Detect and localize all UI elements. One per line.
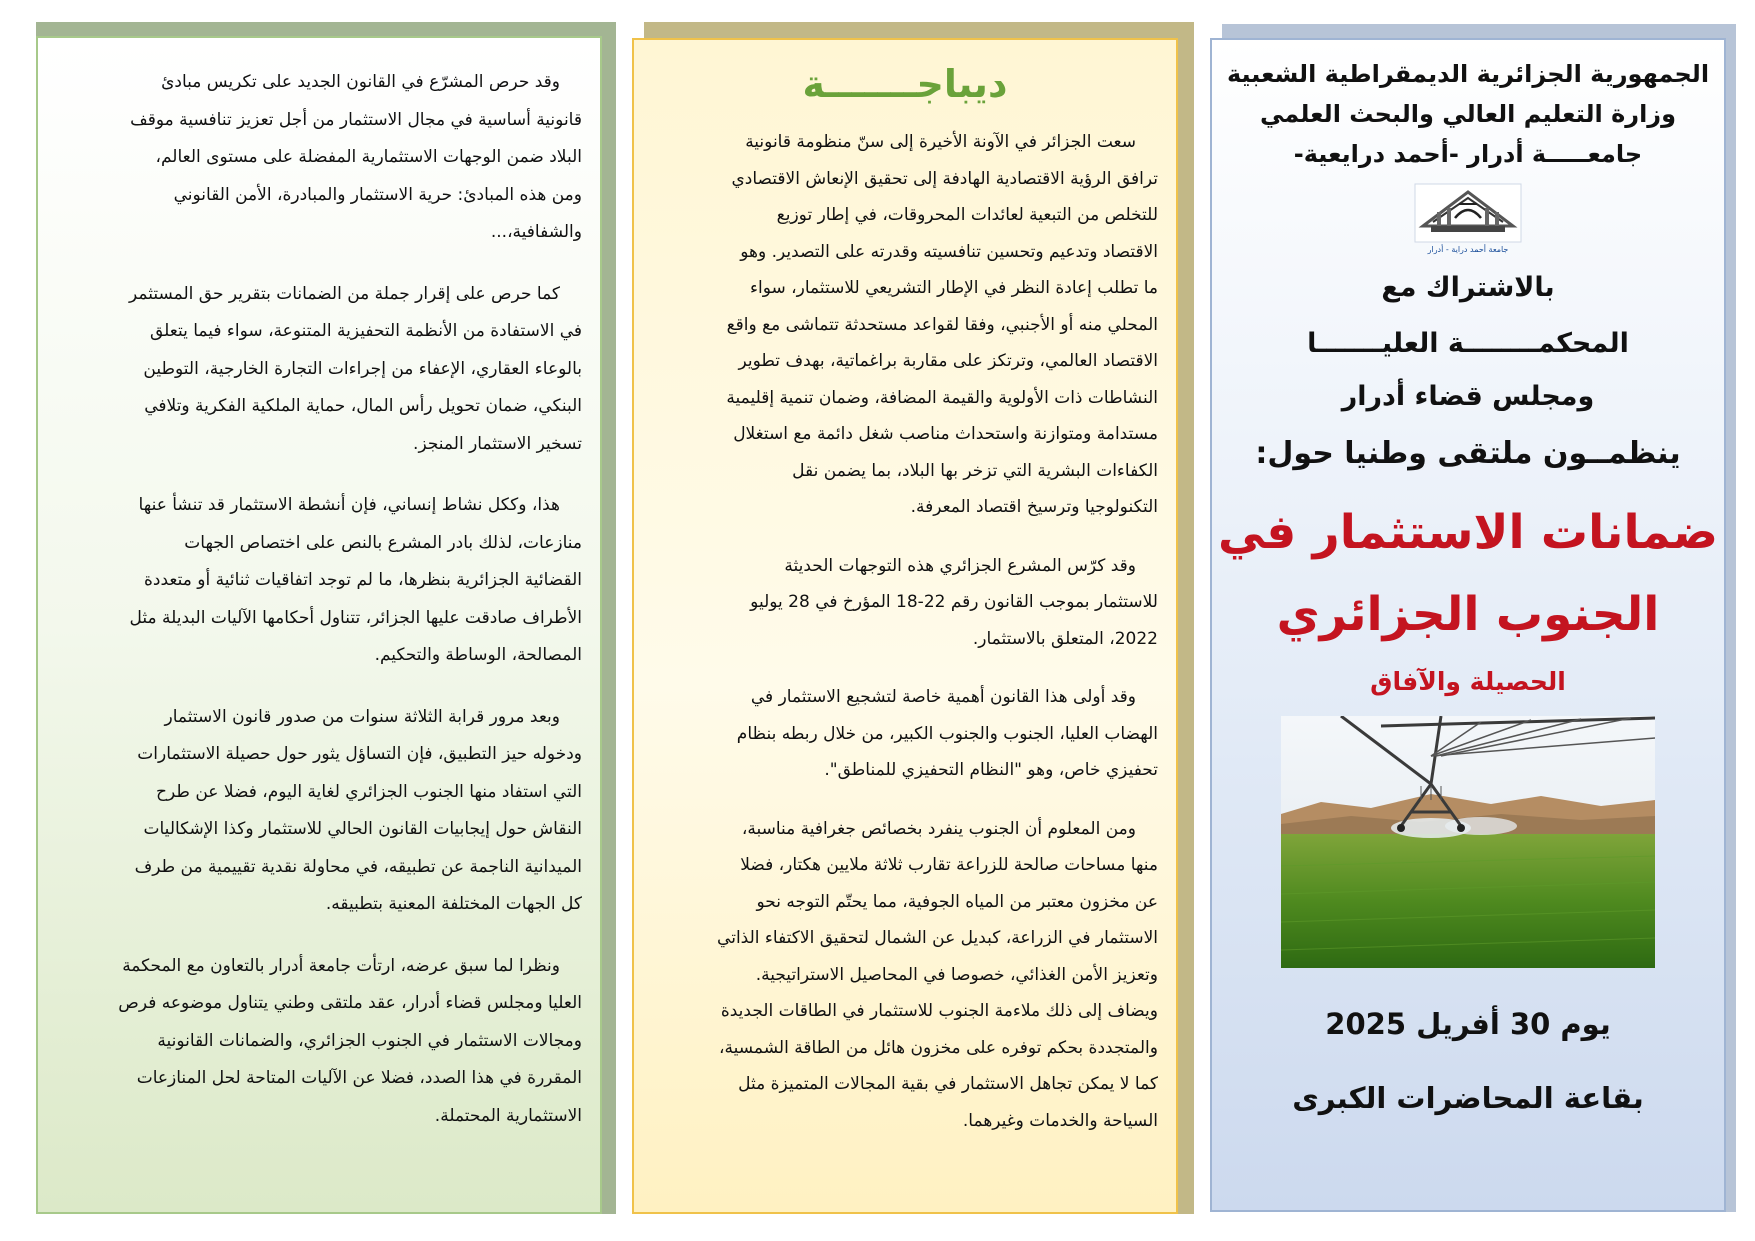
paragraph-line: وبعد مرور قرابة الثلاثة سنوات من صدور قانون الاستثمار <box>164 706 560 727</box>
paragraph-line: الميدانية الناجمة عن تطبيقه، في محاولة نقدية تقييمية من طرف <box>134 856 582 877</box>
paragraph-line: السياحة والخدمات وغيرهما. <box>962 1110 1158 1131</box>
paragraph-line: ومن هذه المبادئ: حرية الاستثمار والمبادرة، الأمن القانوني <box>173 184 582 205</box>
paragraph-line: الهضاب العليا، الجنوب والجنوب الكبير، من خلال ربطه بنظام <box>736 723 1158 744</box>
ministry-header: وزارة التعليم العالي والبحث العلمي <box>1259 100 1677 128</box>
paragraph-line: سعت الجزائر في الآونة الأخيرة إلى سنّ منظومة قانونية <box>745 132 1136 152</box>
university-logo-caption: جامعة أحمد دراية - أدرار <box>1427 245 1509 254</box>
paragraph-line: كل الجهات المختلفة المعنية بتطبيقه. <box>325 894 582 914</box>
preamble-title: ديباجـــــــة <box>802 62 1008 106</box>
paragraph-line: النقاش حول إيجابيات القانون الحالي للاستثمار وكذا الإشكاليات <box>143 819 582 839</box>
paragraph-line: تسخير الاستثمار المنجز. <box>413 433 582 454</box>
paragraph-line: العليا ومجلس قضاء أدرار، عقد ملتقى وطني يتناول موضوعه فرص <box>118 993 582 1013</box>
paragraph-line: كما لا يمكن تجاهل الاستثمار في بقية المجالات المتميزة مثل <box>738 1074 1158 1094</box>
paragraph <box>652 811 1158 1140</box>
republic-header: الجمهورية الجزائرية الديمقراطية الشعبية <box>1226 60 1710 88</box>
paragraph-line: التكنولوجيا وترسيخ اقتصاد المعرفة. <box>910 497 1158 517</box>
paragraph-line: الكفاءات البشرية التي تزخر بها البلاد، بما يضمن نقل <box>792 460 1158 481</box>
partnership-label: بالاشتراك مع <box>1381 272 1555 303</box>
irrigation-photo <box>1281 716 1655 968</box>
university-logo <box>1413 182 1523 254</box>
paragraph-line: في الاستفادة من الأنظمة التحفيزية المتنوعة، سواء فيما يتعلق <box>149 321 582 341</box>
paragraph-line: تحفيزي خاص، وهو "النظام التحفيزي للمناطق". <box>824 760 1158 780</box>
paragraph-line: كما حرص على إقرار جملة من الضمانات بتقرير حق المستثمر <box>129 283 560 304</box>
paragraph <box>56 948 582 1136</box>
paragraph-line: المصالحة، الوساطة والتحكيم. <box>374 645 582 665</box>
paragraph <box>56 699 582 924</box>
adrar-court-council: ومجلس قضاء أدرار <box>1341 381 1595 412</box>
paragraph-line: الأطراف صادقت عليها الجزائر، تتناول أحكامها الآليات البديلة مثل <box>129 607 582 628</box>
event-date: يوم 30 أفريل 2025 <box>1325 1007 1611 1041</box>
supreme-court: المحكمــــــــة العليـــــــا <box>1307 328 1629 359</box>
paragraph-line: ترافق الرؤية الاقتصادية الهادفة إلى تحقيق الإنعاش الاقتصادي <box>731 168 1158 189</box>
event-title-line-1: ضمانات الاستثمار في <box>1217 505 1719 560</box>
paragraph-line: الاستثمارية المحتملة. <box>434 1105 582 1126</box>
paragraph-line: 2022، المتعلق بالاستثمار. <box>972 628 1158 649</box>
paragraph <box>652 124 1158 526</box>
paragraph-line: ما تطلب إعادة النظر في الإطار التشريعي للاستثمار، سواء <box>750 278 1158 298</box>
paragraph-line: الاقتصاد وتدعيم وتحسين تنافسيته وقدرته على التصدير. وهو <box>740 241 1158 262</box>
paragraph-line: ومجالات الاستثمار في الجنوب الجزائري، والضمانات القانونية <box>157 1030 582 1051</box>
paragraph-line: قانونية أساسية في مجال الاستثمار من أجل تعزيز تنافسية موقف <box>130 109 582 130</box>
paragraph-line: البنكي، ضمان تحويل رأس المال، حماية الملكية الفكرية وتلافي <box>144 396 582 416</box>
event-venue: بقاعة المحاضرات الكبرى <box>1292 1081 1644 1115</box>
university-header: جامعـــــة أدرار -أحمد درايعية- <box>1293 140 1643 168</box>
university-logo-icon <box>1413 182 1523 244</box>
paragraph <box>56 276 582 464</box>
paragraph-line: التي استفاد منها الجنوب الجزائري لغاية اليوم، فضلا عن طرح <box>156 781 582 802</box>
irrigation-pivot-image <box>1281 716 1655 968</box>
paragraph-line: النشاطات ذات الأولوية والقيمة المضافة، وضمان تنمية إقليمية <box>726 387 1158 408</box>
paragraph-line: المقررة في هذا الصدد، فضلا عن الآليات المتاحة لحل المنازعات <box>136 1068 582 1088</box>
paragraph-line: عن مخزون معتبر من المياه الجوفية، مما يحتّم التوجه نحو <box>756 891 1158 912</box>
paragraph-line: الاستثمار في الزراعة، كبديل عن الشمال لتحقيق الاكتفاء الذاتي <box>717 928 1158 948</box>
paragraph-line: البلاد ضمن الوجهات الاستثمارية المفضلة على مستوى العالم، <box>155 147 582 167</box>
paragraph-line: وقد حرص المشرّع في القانون الجديد على تكريس مبادئ <box>161 72 560 92</box>
paragraph-line: المحلي منه أو الأجنبي، وفقا لقواعد مستحدثة تتماشى مع واقع <box>726 314 1158 335</box>
paragraph <box>56 64 582 252</box>
paragraph-line: ودخوله حيز التطبيق، فإن التساؤل يثور حول حصيلة الاستثمارات <box>137 744 582 764</box>
paragraph <box>652 548 1158 658</box>
paragraph-line: مستدامة ومتوازنة واستحداث مناصب شغل دائمة مع استغلال <box>733 424 1158 444</box>
paragraph-line: الاقتصاد العالمي، وترتكز على مقاربة براغماتية، بهدف تطوير <box>738 351 1158 371</box>
paragraph-line: للاستثمار بموجب القانون رقم 22-18 المؤرخ في 28 يوليو <box>750 592 1158 612</box>
paragraph-line: وقد أولى هذا القانون أهمية خاصة لتشجيع الاستثمار في <box>750 687 1136 707</box>
paragraph-line: والشفافية،... <box>490 222 582 242</box>
paragraph-line: وقد كرّس المشرع الجزائري هذه التوجهات الحديثة <box>784 555 1136 576</box>
left-panel <box>36 36 602 1214</box>
paragraph-line: والمتجددة بحكم توفره على مخزون هائل من الطاقة الشمسية، <box>719 1037 1158 1058</box>
right-panel <box>1210 38 1726 1212</box>
organize-line: ينظمــون ملتقى وطنيا حول: <box>1255 436 1681 471</box>
event-subtitle: الحصيلة والآفاق <box>1370 667 1566 696</box>
paragraph-line: ومن المعلوم أن الجنوب ينفرد بخصائص جغرافية مناسبة، <box>741 818 1136 839</box>
paragraph-line: هذا، وككل نشاط إنساني، فإن أنشطة الاستثمار قد تنشأ عنها <box>138 495 560 515</box>
paragraph-line: للتخلص من التبعية لعائدات المحروقات، في إطار توزيع <box>776 205 1158 225</box>
paragraph-line: القضائية الجزائرية بنظرها، ما لم توجد اتفاقيات ثنائية أو متعددة <box>144 570 582 590</box>
paragraph-line: ونظرا لما سبق عرضه، ارتأت جامعة أدرار بالتعاون مع المحكمة <box>122 955 560 976</box>
event-title-line-2: الجنوب الجزائري <box>1276 587 1660 642</box>
paragraph-line: ويضاف إلى ذلك ملاءمة الجنوب للاستثمار في الطاقات الجديدة <box>720 1001 1158 1021</box>
middle-panel <box>632 38 1178 1214</box>
preamble-body <box>652 124 1158 1139</box>
paragraph-line: منازعات، لذلك بادر المشرع بالنص على اختصاص الجهات <box>184 532 582 553</box>
paragraph-line: بالوعاء العقاري، الإعفاء من إجراءات التجارة الخارجية، التوطين <box>143 358 582 379</box>
paragraph <box>652 679 1158 789</box>
paragraph <box>56 487 582 675</box>
paragraph-line: منها مساحات صالحة للزراعة تقارب ثلاثة ملايين هكتار، فضلا <box>740 855 1158 875</box>
paragraph-line: وتعزيز الأمن الغذائي، خصوصا في المحاصيل الاستراتيجية. <box>755 964 1158 985</box>
